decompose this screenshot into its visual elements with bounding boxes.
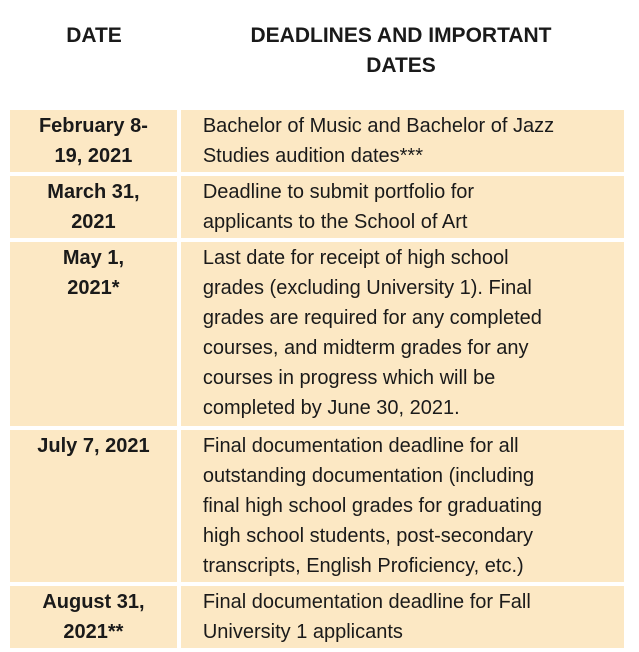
description-cell [181,430,624,582]
date-cell [10,430,177,582]
description-line: Last date for receipt of high school [202,247,509,269]
date-cell [10,586,177,648]
table-row [10,242,624,426]
description-line: Final documentation deadline for all [202,435,519,457]
description-line: courses in progress which will be [202,367,496,389]
deadlines-table [10,18,624,652]
date-cell [10,242,177,426]
table-row [10,176,624,238]
table-row [10,430,624,582]
table-header-row [10,18,624,90]
date-line: July 7, 2021 [37,435,150,457]
description-line: University 1 applicants [202,621,403,643]
description-cell [181,110,624,172]
description-line: courses, and midterm grades for any [202,337,529,359]
description-line: grades are required for any completed [202,307,542,329]
table-row [10,110,624,172]
date-line: 2021* [67,277,120,299]
description-line: Deadline to submit portfolio for [202,181,475,203]
description-line: outstanding documentation (including [202,465,535,487]
description-line: Bachelor of Music and Bachelor of Jazz [202,115,555,137]
date-line: March 31, [47,181,140,203]
description-line: final high school grades for graduating [202,495,542,517]
deadlines-column-header [178,18,624,90]
date-cell [10,176,177,238]
table-body [10,110,624,648]
description-cell [181,242,624,426]
description-line: completed by June 30, 2021. [202,397,460,419]
date-line: May 1, [62,247,125,269]
deadlines-header-line2: DATES [366,54,436,77]
date-header-label: DATE [66,24,122,47]
description-line: grades (excluding University 1). Final [202,277,532,299]
date-line: 2021** [63,621,124,643]
description-cell [181,586,624,648]
date-line: August 31, [42,591,145,613]
description-cell [181,176,624,238]
date-cell [10,110,177,172]
date-line: 2021 [71,211,116,233]
description-line: Final documentation deadline for Fall [202,591,531,613]
description-line: transcripts, English Proficiency, etc.) [202,555,524,577]
date-line: February 8- [38,115,148,137]
deadlines-header-line1: DEADLINES AND IMPORTANT [250,24,552,47]
description-line: applicants to the School of Art [202,211,468,233]
description-line: high school students, post-secondary [202,525,534,547]
date-line: 19, 2021 [54,145,133,167]
date-column-header [10,18,178,90]
description-line: Studies audition dates*** [202,145,423,167]
table-row [10,586,624,648]
